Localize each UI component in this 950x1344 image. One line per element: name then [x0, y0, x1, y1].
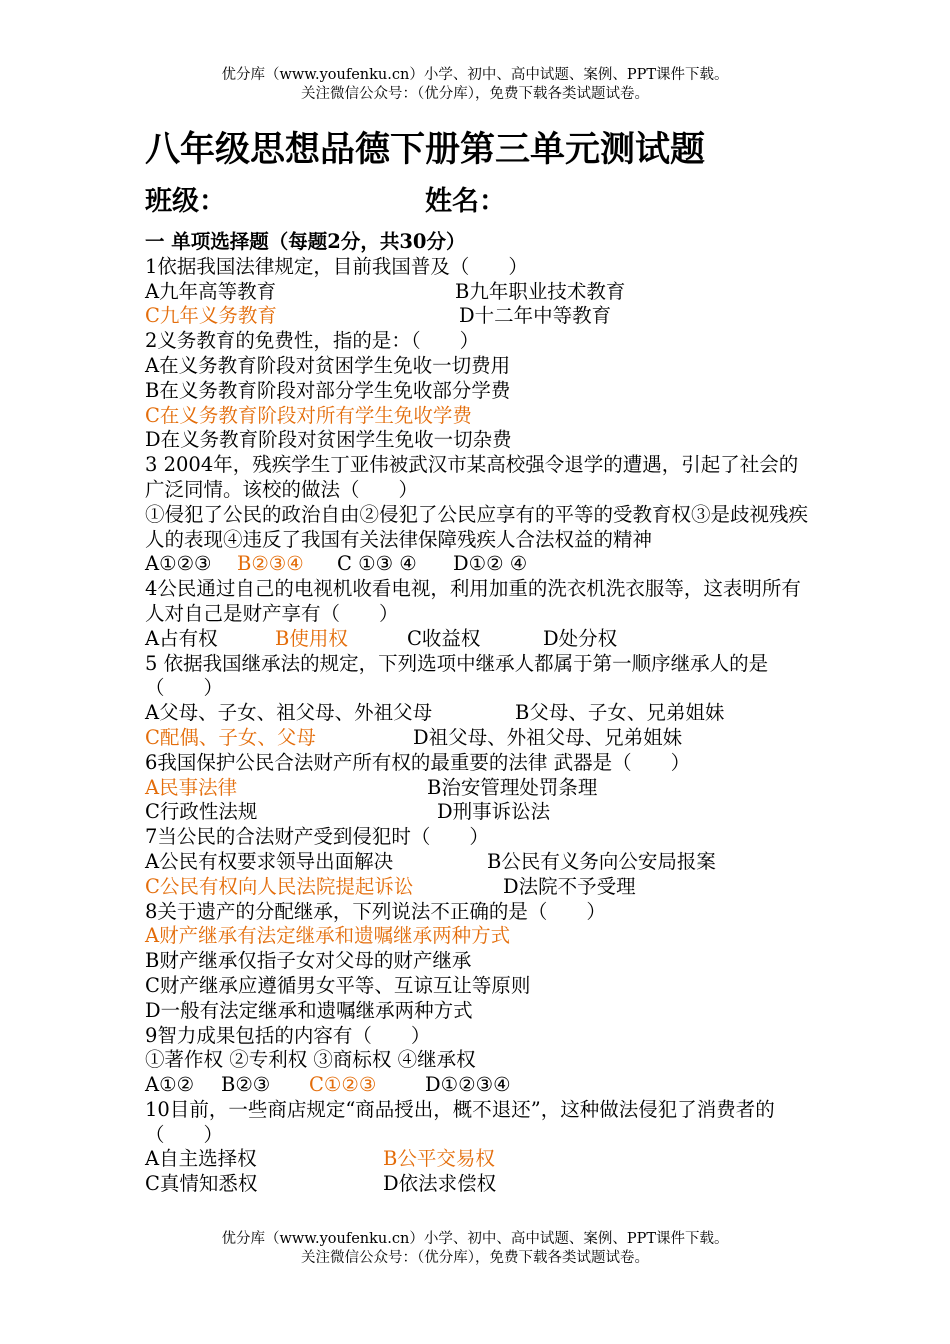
- question-10-options-row-1: [145, 1147, 815, 1172]
- question-9-option-b: B②③: [221, 1073, 271, 1097]
- question-3-option-d: D①② ④: [453, 552, 528, 576]
- question-8-option-d: D一般有法定继承和遗嘱继承两种方式: [145, 998, 473, 1022]
- question-2-option-a: A在义务教育阶段对贫困学生免收一切费用: [145, 353, 511, 377]
- section-heading: 一 单项选择题（每题2分，共30分）: [145, 230, 466, 253]
- footer-line-2: 关注微信公众号：（优分库），免费下载各类试题试卷。: [301, 1250, 649, 1266]
- page-title: 八年级思想品德下册第三单元测试题: [145, 130, 706, 170]
- question-6-option-b: B治安管理处罚条理: [427, 775, 598, 799]
- question-10-option-d: D依法求偿权: [383, 1172, 497, 1196]
- question-1-option-b: B九年职业技术教育: [455, 279, 626, 303]
- page-header: [0, 66, 950, 104]
- question-7-option-c: C公民有权向人民法院提起诉讼: [145, 874, 414, 898]
- question-6-option-d: D刑事诉讼法: [437, 800, 551, 824]
- question-6-option-c: C行政性法规: [145, 800, 258, 824]
- name-label: 姓名：: [425, 186, 506, 217]
- header-line-1: 优分库（www.youfenku.cn）小学、初中、高中试题、案例、PPT课件下载。: [221, 67, 729, 83]
- question-9-options: [145, 1073, 815, 1098]
- question-9-stem: 9智力成果包括的内容有（ ）: [145, 1023, 431, 1047]
- question-5-stem: 5 依据我国继承法的规定，下列选项中继承人都属于第一顺序继承人的是（ ）: [145, 651, 769, 700]
- question-8-option-a: A财产继承有法定继承和遗嘱继承两种方式: [145, 924, 511, 948]
- question-6-options-row-1: [145, 776, 815, 801]
- question-10-stem: 10目前，一些商店规定“商品授出，概不退还”，这种做法侵犯了消费者的（ ）: [145, 1097, 775, 1146]
- question-8-option-c: C财产继承应遵循男女平等、互谅互让等原则: [145, 973, 531, 997]
- question-7-stem: 7当公民的合法财产受到侵犯时（ ）: [145, 825, 489, 849]
- question-4-options: [145, 627, 815, 652]
- document-body: [145, 126, 815, 1197]
- question-9-option-d: D①②③④: [425, 1073, 511, 1097]
- question-7-option-a: A公民有权要求领导出面解决: [145, 849, 394, 873]
- question-1-option-c: C九年义务教育: [145, 304, 277, 328]
- question-4-stem: 4公民通过自己的电视机收看电视，利用加重的洗衣机洗衣服等，这表明所有人对自己是财产享有（ ）: [145, 577, 801, 625]
- class-name-row: [145, 182, 815, 224]
- question-4-option-d: D处分权: [543, 626, 618, 650]
- question-2-option-d: D在义务教育阶段对贫困学生免收一切杂费: [145, 428, 512, 452]
- question-1-options-row-2: [145, 304, 815, 329]
- question-10-option-a: A自主选择权: [145, 1147, 257, 1171]
- question-5-option-a: A父母、子女、祖父母、外祖父母: [145, 701, 433, 725]
- question-2-stem: 2义务教育的免费性，指的是：（ ）: [145, 329, 480, 353]
- question-5-option-b: B父母、子女、兄弟姐妹: [515, 701, 725, 725]
- question-5-options-row-1: [145, 701, 815, 726]
- question-2-option-c: C在义务教育阶段对所有学生免收学费: [145, 403, 472, 427]
- question-6-option-a: A民事法律: [145, 775, 238, 799]
- question-7-option-b: B公民有义务向公安局报案: [487, 849, 716, 873]
- question-10-options-row-2: [145, 1172, 815, 1197]
- question-7-options-row-1: [145, 850, 815, 875]
- question-8-stem: 8关于遗产的分配继承，下列说法不正确的是（ ）: [145, 899, 606, 923]
- question-1-stem: 1依据我国法律规定，目前我国普及（ ）: [145, 254, 528, 278]
- question-3-option-b: B②③④: [237, 552, 304, 576]
- footer-line-1: 优分库（www.youfenku.cn）小学、初中、高中试题、案例、PPT课件下载。: [221, 1231, 729, 1247]
- question-3-option-c: C ①③ ④: [337, 552, 417, 576]
- question-9-option-a: A①②: [145, 1073, 195, 1097]
- question-7-options-row-2: [145, 875, 815, 900]
- question-4-option-b: B使用权: [275, 626, 348, 650]
- question-10-option-b: B公平交易权: [383, 1147, 495, 1171]
- question-1-option-a: A九年高等教育: [145, 279, 277, 303]
- question-1-option-d: D十二年中等教育: [459, 304, 612, 328]
- question-2-option-b: B在义务教育阶段对部分学生免收部分学费: [145, 378, 511, 402]
- question-8-option-b: B财产继承仅指子女对父母的财产继承: [145, 949, 472, 973]
- page-footer: [0, 1230, 950, 1268]
- question-6-options-row-2: [145, 800, 815, 825]
- question-5-option-d: D祖父母、外祖父母、兄弟姐妹: [413, 725, 683, 749]
- question-3-options: [145, 552, 815, 577]
- question-4-option-a: A占有权: [145, 626, 218, 650]
- question-10-option-c: C真情知悉权: [145, 1172, 258, 1196]
- question-1-options-row-1: [145, 280, 815, 305]
- question-3-option-a: A①②③: [145, 552, 212, 576]
- question-9-statements: ①著作权 ②专利权 ③商标权 ④继承权: [145, 1048, 476, 1072]
- question-5-option-c: C配偶、子女、父母: [145, 725, 316, 749]
- header-line-2: 关注微信公众号：（优分库），免费下载各类试题试卷。: [301, 86, 649, 102]
- question-5-options-row-2: [145, 726, 815, 751]
- question-7-option-d: D法院不予受理: [503, 874, 636, 898]
- question-4-option-c: C收益权: [407, 626, 481, 650]
- question-9-option-c: C①②③: [309, 1073, 377, 1097]
- question-3-stem: 3 2004年，残疾学生丁亚伟被武汉市某高校强令退学的遭遇，引起了社会的广泛同情。该校的做法（ ）: [145, 453, 799, 501]
- question-3-statements: ①侵犯了公民的政治自由②侵犯了公民应享有的平等的受教育权③是歧视残疾人的表现④违反了我国有关法律保障残疾人合法权益的精神: [145, 502, 809, 551]
- question-6-stem: 6我国保护公民合法财产所有权的最重要的法律 武器是（ ）: [145, 750, 691, 774]
- class-label: 班级：: [145, 186, 226, 217]
